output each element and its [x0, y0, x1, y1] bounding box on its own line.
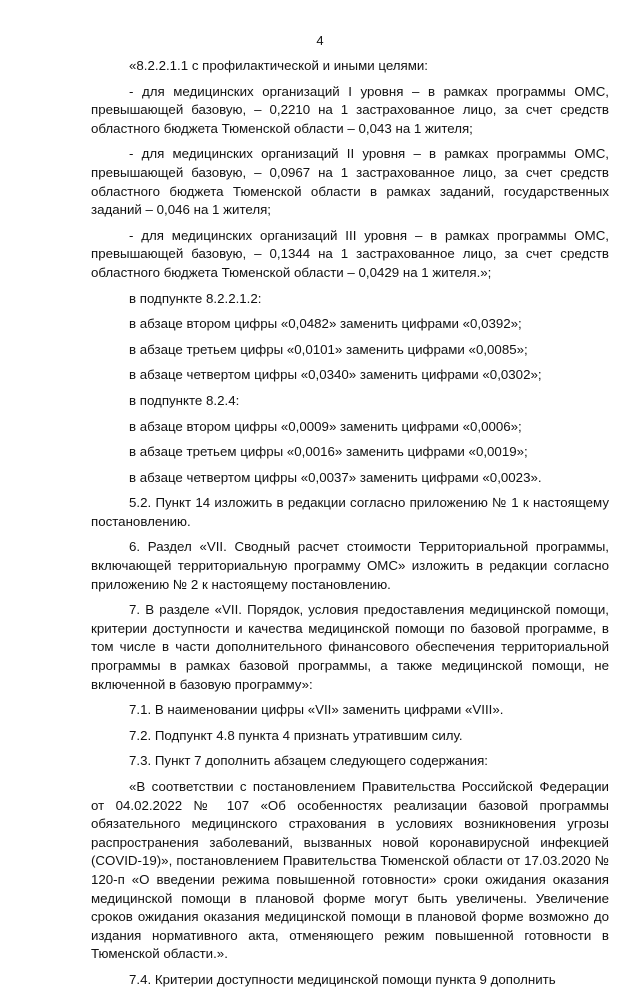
- paragraph-7-4: 7.4. Критерии доступности медицинской помощи пункта 9 дополнить: [129, 971, 556, 987]
- paragraph-amendment-line: в абзаце третьем цифры «0,0101» заменить цифрами «0,0085»;: [129, 341, 528, 357]
- paragraph-level-3-organizations: - для медицинских организаций III уровня – в рамках программы ОМС, превышающей базовую, – 0,1344 на 1 застрахованное лицо, за счет средств областного бюджета Тюменской области – 0,0429 на 1 жителя.»;: [91, 227, 609, 280]
- paragraph-amendment-line: в абзаце втором цифры «0,0482» заменить цифрами «0,0392»;: [129, 316, 522, 332]
- paragraph-amendment-line: в абзаце четвертом цифры «0,0037» заменить цифрами «0,0023».: [129, 469, 542, 485]
- paragraph-amendment-line: в абзаце четвертом цифры «0,0340» заменить цифрами «0,0302»;: [129, 367, 542, 383]
- paragraph-quoted-addition: «В соответствии с постановлением Правительства Российской Федерации от 04.02.2022 № 107 «Об особенностях реализации базовой программы обязательного медицинского страхования в условиях возникновения угрозы распространения заболеваний, вызванных новой коронавирусной инфекцией (COVID-19)», постановлением Правительства Тюменской области от 17.03.2020 № 120-п «О введении режима повышенной готовности» сроки ожидания оказания медицинской помощи в плановой форме могут быть увеличены. Увеличение сроков ожидания оказания медицинской помощи в плановой форме возможно до издания нормативного акта, отменяющего режим повышенной готовности в Тюменской области.».: [91, 779, 609, 962]
- page-number: 4: [316, 33, 324, 48]
- paragraph-5-2: 5.2. Пункт 14 изложить в редакции согласно приложению № 1 к настоящему постановлению.: [91, 495, 609, 529]
- paragraph-7: 7. В разделе «VII. Порядок, условия предоставления медицинской помощи, критерии доступности и качества медицинской помощи по базовой программе, в том числе в части дополнительного финансового обеспечения территориальной программы в рамках базовой программы, а также медицинской помощи, не включенной в базовую программу»:: [91, 602, 609, 692]
- paragraph-level-2-organizations: - для медицинских организаций II уровня – в рамках программы ОМС, превышающей базовую, – 0,0967 на 1 застрахованное лицо, за счет средств областного бюджета Тюменской области в рамках заданий, государственных заданий – 0,046 на 1 жителя;: [91, 146, 609, 218]
- paragraph-subpoint-8-2-4: в подпункте 8.2.4:: [129, 392, 240, 408]
- paragraph-amendment-line: в абзаце третьем цифры «0,0016» заменить цифрами «0,0019»;: [129, 444, 528, 460]
- paragraph-7-3: 7.3. Пункт 7 дополнить абзацем следующего содержания:: [129, 753, 488, 769]
- paragraph-amendment-line: в абзаце втором цифры «0,0009» заменить цифрами «0,0006»;: [129, 418, 522, 434]
- document-body: [91, 57, 609, 997]
- paragraph-6: 6. Раздел «VII. Сводный расчет стоимости Территориальной программы, включающей территориальную программу ОМС» изложить в редакции согласно приложению № 2 к настоящему постановлению.: [91, 539, 609, 592]
- paragraph-7-1: 7.1. В наименовании цифры «VII» заменить цифрами «VIII».: [129, 702, 504, 718]
- paragraph-7-2: 7.2. Подпункт 4.8 пункта 4 признать утратившим силу.: [129, 727, 463, 743]
- paragraph-level-1-organizations: - для медицинских организаций I уровня – в рамках программы ОМС, превышающей базовую, – 0,2210 на 1 застрахованное лицо, за счет средств областного бюджета Тюменской области – 0,043 на 1 жителя;: [91, 83, 609, 136]
- paragraph-subpoint-8-2-2-1-2: в подпункте 8.2.2.1.2:: [129, 290, 262, 306]
- paragraph-8-2-2-1-1-heading: «8.2.2.1.1 с профилактической и иными целями:: [129, 58, 428, 73]
